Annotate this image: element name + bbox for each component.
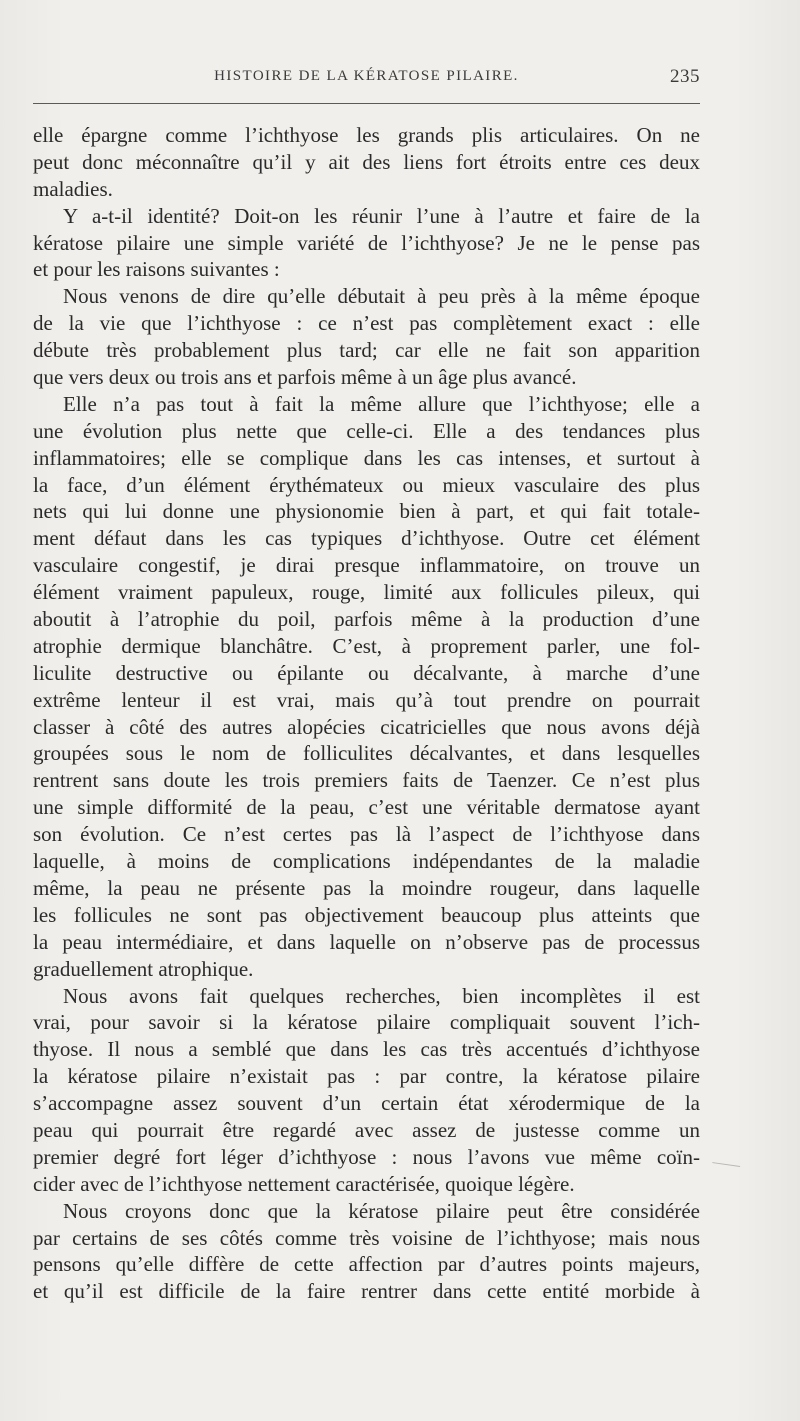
text-line: Nous avons fait quelques recherches, bien incomplètes il est: [63, 983, 700, 1008]
text-line: thyose. Il nous a semblé que dans les cas très accentués d’ichthyose: [33, 1037, 700, 1062]
text-line: inflammatoires; elle se complique dans les cas intenses, et surtout à: [33, 445, 700, 470]
text-line: élément vraiment papuleux, rouge, limité aux follicules pileux, qui: [33, 580, 700, 605]
text-line: graduellement atrophique.: [33, 956, 254, 981]
text-line: rentrent sans doute les trois premiers faits de Taenzer. Ce n’est plus: [33, 768, 700, 793]
text-line: pensons qu’elle diffère de cette affection par d’autres points majeurs,: [33, 1252, 700, 1277]
text-line: kératose pilaire une simple variété de l’ichthyose? Je ne le pense pas: [33, 230, 700, 255]
text-line: les follicules ne sont pas objectivement beaucoup plus atteints que: [33, 902, 700, 927]
text-line: premier degré fort léger d’ichthyose : nous l’avons vue même coïn-: [33, 1144, 700, 1169]
text-line: extrême lenteur il est vrai, mais qu’à tout prendre on pourrait: [33, 687, 700, 712]
text-line: peau qui pourrait être regardé avec assez de justesse comme un: [33, 1117, 700, 1142]
text-line: Y a-t-il identité? Doit-on les réunir l’une à l’autre et faire de la: [63, 203, 700, 228]
ink-mark: [712, 1162, 740, 1170]
text-line: Elle n’a pas tout à fait la même allure que l’ichthyose; elle a: [63, 391, 700, 416]
text-line: par certains de ses côtés comme très voisine de l’ichthyose; mais nous: [33, 1225, 700, 1250]
text-line: laquelle, à moins de complications indépendantes de la maladie: [33, 849, 700, 874]
text-line: cider avec de l’ichthyose nettement caractérisée, quoique légère.: [33, 1171, 575, 1196]
text-line: débute très probablement plus tard; car elle ne fait son apparition: [33, 338, 700, 363]
page-number: 235: [670, 66, 700, 87]
text-line: atrophie dermique blanchâtre. C’est, à proprement parler, une fol-: [33, 633, 700, 658]
text-line: la kératose pilaire n’existait pas : par contre, la kératose pilaire: [33, 1064, 700, 1089]
body-text: [33, 122, 700, 1305]
running-title: HISTOIRE DE LA KÉRATOSE PILAIRE.: [214, 68, 519, 84]
page-header: [33, 68, 700, 92]
text-line: aboutit à l’atrophie du poil, parfois même à la production d’une: [33, 607, 700, 632]
text-line: que vers deux ou trois ans et parfois même à un âge plus avancé.: [33, 365, 577, 390]
text-line: Nous venons de dire qu’elle débutait à peu près à la même époque: [63, 284, 700, 309]
text-line: même, la peau ne présente pas la moindre rougeur, dans laquelle: [33, 875, 700, 900]
text-line: vasculaire congestif, je dirai presque inflammatoire, on trouve un: [33, 553, 700, 578]
text-line: nets qui lui donne une physionomie bien à part, et qui fait totale-: [33, 499, 700, 524]
text-line: ment défaut dans les cas typiques d’ichthyose. Outre cet élément: [33, 526, 700, 551]
header-rule: [33, 103, 700, 104]
text-line: la peau intermédiaire, et dans laquelle on n’observe pas de processus: [33, 929, 700, 954]
text-line: et pour les raisons suivantes :: [33, 257, 280, 282]
text-line: une simple difformité de la peau, c’est une véritable dermatose ayant: [33, 795, 700, 820]
text-line: Nous croyons donc que la kératose pilaire peut être considérée: [63, 1198, 700, 1223]
text-line: liculite destructive ou épilante ou décalvante, à marche d’une: [33, 660, 700, 685]
text-line: maladies.: [33, 176, 113, 201]
text-line: peut donc méconnaître qu’il y ait des liens fort étroits entre ces deux: [33, 149, 700, 174]
text-line: s’accompagne assez souvent d’un certain état xérodermique de la: [33, 1091, 700, 1116]
text-line: et qu’il est difficile de la faire rentrer dans cette entité morbide à: [33, 1279, 700, 1304]
text-line: une évolution plus nette que celle-ci. Elle a des tendances plus: [33, 418, 700, 443]
text-line: vrai, pour savoir si la kératose pilaire compliquait souvent l’ich-: [33, 1010, 700, 1035]
text-line: son évolution. Ce n’est certes pas là l’aspect de l’ichthyose dans: [33, 822, 700, 847]
text-line: classer à côté des autres alopécies cicatricielles que nous avons déjà: [33, 714, 700, 739]
text-line: groupées sous le nom de folliculites décalvantes, et dans lesquelles: [33, 741, 700, 766]
text-line: elle épargne comme l’ichthyose les grands plis articulaires. On ne: [33, 123, 700, 147]
text-line: la face, d’un élément érythémateux ou mieux vasculaire des plus: [33, 472, 700, 497]
text-line: de la vie que l’ichthyose : ce n’est pas complètement exact : elle: [33, 311, 700, 336]
